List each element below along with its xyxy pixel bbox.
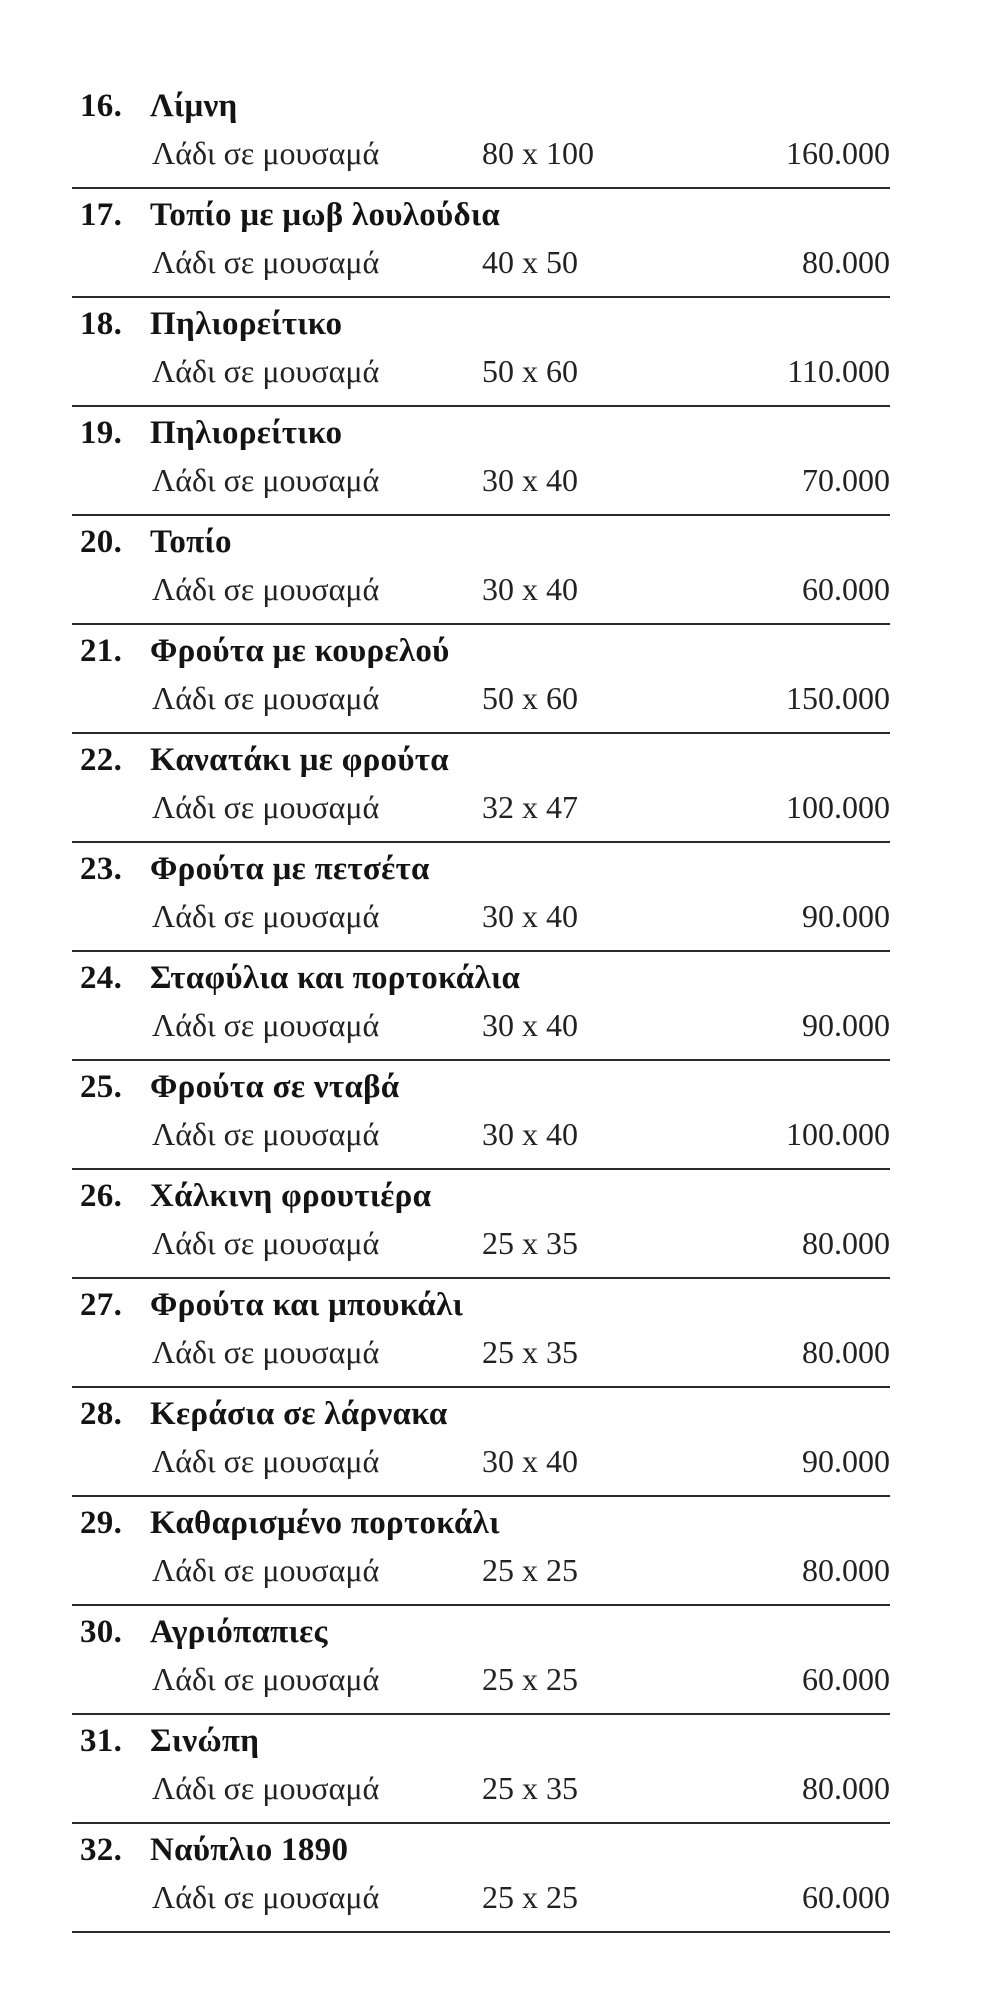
entry-title-line <box>80 415 342 452</box>
entry-price: 80.000 <box>802 1770 890 1806</box>
entry-title-line <box>80 1723 259 1760</box>
catalog-entry <box>72 1715 890 1824</box>
entry-price: 90.000 <box>802 1007 890 1043</box>
entry-title: Φρούτα με πετσέτα <box>150 851 430 887</box>
catalog-entry <box>72 1279 890 1388</box>
entry-number: 16. <box>80 88 123 124</box>
catalog-entry <box>72 80 890 189</box>
entry-title: Τοπίο με μωβ λουλούδια <box>150 197 501 233</box>
entry-medium: Λάδι σε μουσαμά <box>152 1334 380 1370</box>
entry-price: 80.000 <box>802 244 890 280</box>
entry-dimensions: 80 x 100 <box>482 135 594 171</box>
catalog-entry <box>72 1388 890 1497</box>
catalog-entry <box>72 734 890 843</box>
catalog-entry <box>72 189 890 298</box>
entry-title: Πηλιορείτικο <box>150 306 343 342</box>
entry-medium: Λάδι σε μουσαμά <box>152 135 380 171</box>
entry-title: Λίμνη <box>150 88 238 124</box>
entry-title-line <box>80 524 232 561</box>
entry-dimensions: 30 x 40 <box>482 462 578 498</box>
catalog-entry <box>72 1606 890 1715</box>
entry-dimensions: 25 x 25 <box>482 1661 578 1697</box>
entry-number: 25. <box>80 1069 123 1105</box>
entry-dimensions: 50 x 60 <box>482 680 578 716</box>
entry-number: 27. <box>80 1287 123 1323</box>
entry-price: 80.000 <box>802 1225 890 1261</box>
entry-number: 30. <box>80 1614 123 1650</box>
entry-price: 60.000 <box>802 1879 890 1915</box>
entry-title: Κεράσια σε λάρνακα <box>150 1396 448 1432</box>
entry-title-line <box>80 197 500 234</box>
catalog-entry <box>72 625 890 734</box>
entry-title: Αγριόπαπιες <box>150 1614 328 1650</box>
catalog-entry <box>72 1824 890 1933</box>
entry-dimensions: 25 x 25 <box>482 1879 578 1915</box>
entry-title: Πηλιορείτικο <box>150 415 343 451</box>
catalog-entry <box>72 1170 890 1279</box>
entry-medium: Λάδι σε μουσαμά <box>152 680 380 716</box>
entry-price: 110.000 <box>787 353 890 389</box>
entry-title-line <box>80 88 238 125</box>
entry-dimensions: 50 x 60 <box>482 353 578 389</box>
entry-price: 60.000 <box>802 571 890 607</box>
entry-title: Σταφύλια και πορτοκάλια <box>150 960 521 996</box>
entry-number: 24. <box>80 960 123 996</box>
entry-medium: Λάδι σε μουσαμά <box>152 244 380 280</box>
catalog-list <box>0 80 1000 1933</box>
entry-title: Φρούτα σε νταβά <box>150 1069 400 1105</box>
entry-title: Σινώπη <box>150 1723 260 1759</box>
entry-number: 31. <box>80 1723 123 1759</box>
entry-dimensions: 25 x 25 <box>482 1552 578 1588</box>
entry-medium: Λάδι σε μουσαμά <box>152 1770 380 1806</box>
entry-medium: Λάδι σε μουσαμά <box>152 1007 380 1043</box>
catalog-entry <box>72 407 890 516</box>
entry-price: 60.000 <box>802 1661 890 1697</box>
entry-price: 80.000 <box>802 1334 890 1370</box>
entry-title-line <box>80 633 450 670</box>
entry-medium: Λάδι σε μουσαμά <box>152 1552 380 1588</box>
entry-price: 70.000 <box>802 462 890 498</box>
entry-title-line <box>80 742 449 779</box>
entry-number: 32. <box>80 1832 123 1868</box>
entry-dimensions: 25 x 35 <box>482 1334 578 1370</box>
entry-price: 90.000 <box>802 898 890 934</box>
entry-title-line <box>80 1069 400 1106</box>
entry-dimensions: 40 x 50 <box>482 244 578 280</box>
entry-dimensions: 30 x 40 <box>482 1007 578 1043</box>
entry-dimensions: 30 x 40 <box>482 1443 578 1479</box>
entry-title-line <box>80 851 430 888</box>
entry-title: Φρούτα και μπουκάλι <box>150 1287 464 1323</box>
catalog-entry <box>72 1497 890 1606</box>
entry-medium: Λάδι σε μουσαμά <box>152 1443 380 1479</box>
catalog-entry <box>72 952 890 1061</box>
entry-title-line <box>80 1396 448 1433</box>
catalog-entry <box>72 516 890 625</box>
entry-medium: Λάδι σε μουσαμά <box>152 898 380 934</box>
entry-medium: Λάδι σε μουσαμά <box>152 462 380 498</box>
entry-number: 22. <box>80 742 123 778</box>
entry-medium: Λάδι σε μουσαμά <box>152 1879 380 1915</box>
entry-number: 26. <box>80 1178 123 1214</box>
entry-title-line <box>80 1178 431 1215</box>
entry-number: 28. <box>80 1396 123 1432</box>
entry-title: Καθαρισμένο πορτοκάλι <box>150 1505 500 1541</box>
entry-dimensions: 30 x 40 <box>482 898 578 934</box>
entry-number: 20. <box>80 524 123 560</box>
entry-number: 29. <box>80 1505 123 1541</box>
entry-title-line <box>80 960 520 997</box>
entry-number: 18. <box>80 306 123 342</box>
entry-price: 100.000 <box>786 789 890 825</box>
entry-price: 80.000 <box>802 1552 890 1588</box>
entry-price: 100.000 <box>786 1116 890 1152</box>
entry-title-line <box>80 1614 328 1651</box>
entry-number: 19. <box>80 415 123 451</box>
entry-title: Τοπίο <box>150 524 232 560</box>
entry-number: 23. <box>80 851 123 887</box>
entry-dimensions: 25 x 35 <box>482 1770 578 1806</box>
entry-medium: Λάδι σε μουσαμά <box>152 789 380 825</box>
catalog-entry <box>72 298 890 407</box>
entry-price: 150.000 <box>786 680 890 716</box>
entry-number: 21. <box>80 633 123 669</box>
catalog-entry <box>72 1061 890 1170</box>
entry-number: 17. <box>80 197 123 233</box>
entry-dimensions: 30 x 40 <box>482 1116 578 1152</box>
entry-price: 90.000 <box>802 1443 890 1479</box>
entry-medium: Λάδι σε μουσαμά <box>152 1116 380 1152</box>
entry-medium: Λάδι σε μουσαμά <box>152 571 380 607</box>
entry-medium: Λάδι σε μουσαμά <box>152 353 380 389</box>
entry-title-line <box>80 1287 463 1324</box>
entry-title: Χάλκινη φρουτιέρα <box>150 1178 432 1214</box>
entry-title-line <box>80 306 342 343</box>
entry-dimensions: 25 x 35 <box>482 1225 578 1261</box>
entry-price: 160.000 <box>786 135 890 171</box>
entry-title-line <box>80 1505 500 1542</box>
entry-medium: Λάδι σε μουσαμά <box>152 1225 380 1261</box>
catalog-entry <box>72 843 890 952</box>
entry-medium: Λάδι σε μουσαμά <box>152 1661 380 1697</box>
entry-title-line <box>80 1832 348 1869</box>
entry-title: Κανατάκι με φρούτα <box>150 742 450 778</box>
entry-title: Φρούτα με κουρελού <box>150 633 450 669</box>
entry-dimensions: 30 x 40 <box>482 571 578 607</box>
entry-title: Ναύπλιο 1890 <box>150 1832 349 1868</box>
entry-dimensions: 32 x 47 <box>482 789 578 825</box>
